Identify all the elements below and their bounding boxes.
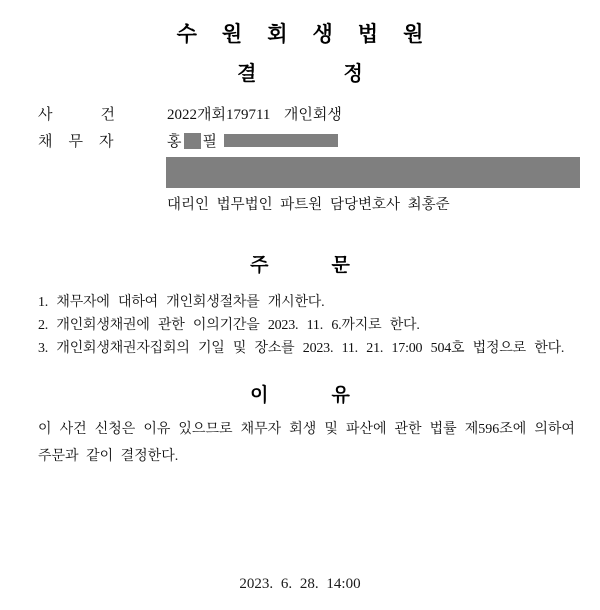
court-name-title: 수원회생법원 [176, 22, 449, 46]
case-label: 사건 [38, 107, 163, 123]
reason-word: 제596조에 [464, 422, 527, 437]
reason-word: 사건 [59, 422, 87, 437]
order-item-1: 1. 채무자에 대하여 개인회생절차를 개시한다. [38, 295, 325, 310]
order-item-2: 2. 개인회생채권에 관한 이의기간을 2023. 11. 6.까지로 한다. [38, 318, 420, 333]
debtor-name-first-char: 홍 [167, 134, 182, 150]
decision-datetime: 2023. 6. 28. 14:00 [239, 576, 361, 592]
reason-word: 채무자 [240, 422, 282, 437]
order-section-heading: 주문 [250, 255, 413, 276]
reason-word: 있으므로 [178, 422, 233, 437]
attorney-line: 대리인 법무법인 파트원 담당변호사 최홍준 [167, 197, 450, 213]
case-row [38, 103, 342, 124]
debtor-name [167, 130, 338, 151]
redaction-bar-address [166, 157, 580, 188]
reason-word: 파산에 [345, 422, 387, 437]
reason-word: 법률 [429, 422, 457, 437]
document-type-heading: 결정 [237, 63, 450, 85]
debtor-row [38, 130, 338, 151]
reason-word: 신청은 [94, 422, 136, 437]
reason-word: 회생 [289, 422, 317, 437]
reason-paragraph [38, 416, 575, 470]
reason-section-heading: 이유 [250, 385, 413, 406]
debtor-label: 채무자 [38, 134, 130, 150]
redaction-bar-name-detail [224, 134, 338, 147]
reason-word: 이 [38, 422, 52, 437]
order-list [38, 291, 583, 360]
debtor-name-last-char: 필 [202, 134, 217, 150]
redaction-box-name-char [184, 133, 201, 149]
reason-word: 및 [324, 422, 338, 437]
reason-word: 이유 [143, 422, 171, 437]
reason-line-2: 주문과 같이 결정한다. [38, 449, 179, 464]
order-item-3: 3. 개인회생채권자집회의 기일 및 장소를 2023. 11. 21. 17:00 504호 법정으로 한다. [38, 341, 565, 356]
reason-line-1 [38, 416, 575, 443]
reason-word: 의하여 [534, 422, 575, 437]
reason-word: 관한 [394, 422, 422, 437]
case-number-value: 2022개회179711 개인회생 [167, 107, 342, 123]
